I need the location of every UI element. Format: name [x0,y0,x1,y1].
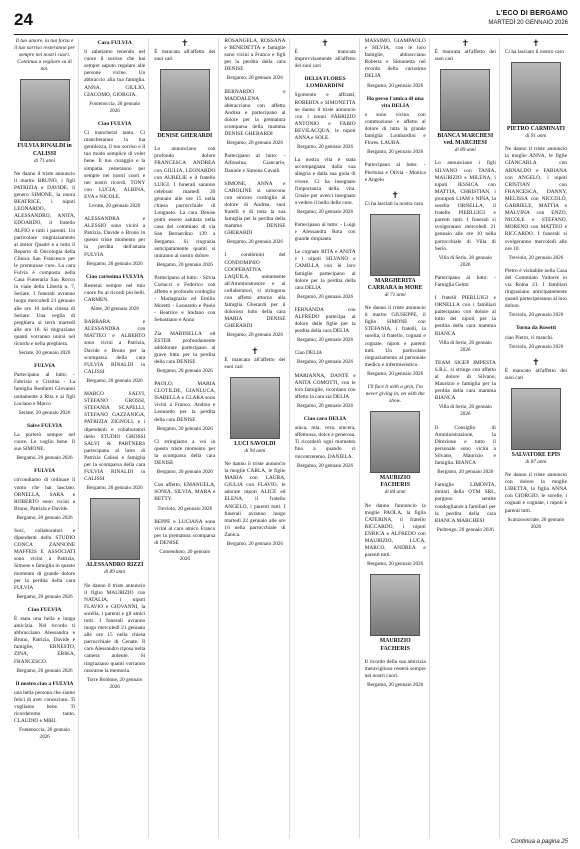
obituary-notice [154,331,215,376]
obituary-notice [295,373,356,410]
notice-signature: Bergamo, 20 gennaio 2026 [86,260,143,267]
notice-signature: Bergamo, 20 gennaio 2026 [297,337,354,344]
obituary-notice [14,607,75,675]
deceased-name: MARGHERITA CARRARA in MORE [367,277,423,291]
column-4 [224,38,289,838]
cross-icon: ✝ [251,345,259,356]
obituary-notice [84,121,145,210]
notice-signature: Bergamo, 20 gennaio 2026 [297,359,354,366]
obituary-notice [14,681,75,742]
cross-icon: ✝ [181,38,189,48]
portrait-photo [230,377,280,439]
portrait-photo [511,62,561,124]
portrait-photo [20,79,70,141]
obituary-portrait-block [505,62,567,140]
obituary-notice [295,157,356,216]
notice-text: ROSANGELA, ROSSANA e BENEDETTA e famiglie sono vicini a Franco e figli per la perdita della cara DENISE [224,38,286,73]
obituary-notice [295,307,356,344]
notice-signature: Bergamo, 20 gennaio 2026 [297,402,354,409]
memorial-quote: Il tuo amore, la tua forza e il tuo sorriso resteranno per sempre nei nostri cuori. Continua a vegliare su di noi. [14,38,76,73]
notice-text: La nostra vita è stata accompagnata dalla sua allegria e dalla sua gioia di vivere. Ci ha insegnato l'importanza della vita. Grazie per averci insegnato a vedere il bello delle cose. [294,157,356,206]
deceased-name: BIANCA MARCHESI ved. MARCHESI [437,133,494,147]
notice-text: il salutiamo tenendo nel cuore il sorriso che hai sempre saputo regalare alle persone vicine. Un abbraccio alla tua famiglia. ANNA, GIULIO, GIACOMO, GIORGIA. [84,49,146,98]
notice-title: Ciao cara DELIA [303,416,347,423]
notice-text: Ne danno il triste annuncio la moglie ANNA, le figlie GIANCARLA con ARNALDO e FABIANA con ANGELO, i nipoti CRISTIAN con FRANCESCA, DANNY, MELISSA con NICCOLÒ, GABRIELE, MATTIA e MALVINA con ENZO, NICOLE e STEFANO, MORENO con MATTEO e RICCARDO. I funerali si svolgeranno mercoledì alle ore 10. [504,146,567,252]
notice-signature: Bergamo, 20 gennaio 2026 [297,293,354,300]
column-2 [84,38,149,838]
notice-signature: Bergamo, 20 gennaio 2026 [16,593,73,600]
deceased-age: di 84 anni [384,489,406,496]
notice-text: Ci mancherai tanto. Ci mancheranno la tua gentilezza, il tuo sorriso e il tuo modo semplice di voler bene. Il tuo coraggio e la simpatia resteranno per sempre nei nostri cuori e nei nostri ricordi. TONY con LUCIA, ALBINA, EVA e NICOLE. [84,130,146,200]
notice-signature: Bergamo, 20 gennaio 2026 [297,208,354,215]
notice-signature: Seriate, 20 gennaio 2026 [18,409,71,416]
notice-signature: Comenduno, 20 gennaio 2026 [159,548,211,563]
notice-signature: Treviolo, 20 gennaio 2026 [508,254,564,261]
deceased-name: MAURIZIO FACHERIS [379,475,411,489]
obituary-notice [154,519,215,564]
cross-icon: ✝ [321,38,329,48]
notice-signature: Seriate, 20 gennaio 2026 [18,350,71,357]
notice-signature: Bergamo, 20 gennaio 2026 [226,540,283,547]
page-number: 24 [14,10,33,29]
notice-signature: Treviolo, 20 gennaio 2026 [508,312,564,319]
obituary-notice [84,216,145,268]
notice-title: Il nostro ciao a FULVIA [15,680,74,687]
notice-text: ALESSANDRA e ALESSIO sono vicini a Patrizia, Davide e Bruno in questo triste momento per la perdita dell'amata FULVIA [84,216,146,258]
notice-signature: Bergamo, 20 gennaio 2026 [367,149,424,156]
notice-text: È stata una bella e lunga amicizia. Nel ricordo ti abbracciano Alessandra e Bruno, Patrizia, Davide e famiglie, ERNESTO, ZINA, ERIKA, FRANCESCO. [14,616,76,665]
notice-text: BARBARA e ALESSANDRA con MATTEO e ALBERTO sono vicini a Patrizia, Davide e Bruno per la scomparsa della cara FULVIA RINALDI in CALISSI [84,319,146,375]
notice-signature: Bergamo, 20 gennaio 2026 [226,332,283,339]
obituary-notice [224,181,285,247]
deceased-name: ALESSANDRO RIZZI [85,562,144,569]
obituary-notice [505,472,567,531]
issue-date: MARTEDÌ 20 GENNAIO 2026 [488,20,568,26]
obituary-notice [84,583,145,691]
obituary-portrait-block [505,388,567,466]
notice-text: Ne danno il triste annuncio la moglie CARLA, le figlie MARIA con LAURA, GIULIA con FLAVIO, le adorate nipoti ALICE ed ELENA, il fratello ANGELO, i parenti tutti. I funerali avranno luogo martedì 22 gennaio alle ore 10 nella parrocchiale di Zanica. [224,460,286,538]
obituary-notice [154,275,215,325]
newspaper-name: L'ECO DI BERGAMO [496,10,568,17]
obituary-notice [435,482,496,534]
notice-text: È mancata improvvisamente all'affetto dei suoi cari [294,49,356,70]
notice-text: Ciao DELIA [294,350,323,357]
notice-text: Ne danno l'annuncio la moglie PAOLA, la figlia CATERINA, il fratello RICCARDO, i nipoti ENRICA e ALFREDO con MAURIZIO, LUCA, MARCO, ANDREA e parenti tutti. [364,502,426,559]
notice-text: Soci, collaboratori e dipendenti dello STUDIO CONCA ZANNONE MAFFEIS E ASSOCIATI sono vicini a Patrizia, Simone e famiglia in questo momento di grande dolore per la perdita della cara FULVIA [14,527,76,591]
portrait-photo [511,388,561,450]
notice-text: È mancata all'affetto dei suoi cari [434,49,496,63]
obituary-notice [505,357,567,382]
obituary-notice [435,275,496,289]
notice-text: Ne danno il triste annuncio il figlio MAURIZIO con NATALIA, i nipoti FLAVIO e GIOVANNI, la sorella, i parenti e gli amici tutti. I funerali avranno luogo mercoledì 21 gennaio alle ore 15 nella chiesa parrocchiale di Cenate. Il caro Alessandro riposa nella camera ardente. Si ringraziano quanti vorranno onorarne la memoria. [84,582,146,674]
notice-text: È mancato all'affetto dei suoi cari [504,367,567,381]
obituary-notice [154,482,215,512]
notice-signature: Bergamo, 20 gennaio 2026 [16,514,73,521]
notice-text: È mancata all'affetto dei suoi cari [224,356,286,370]
obituary-notice [84,40,145,115]
obituary-portrait-block [365,214,426,299]
notice-signature: Scanzorosciate, 20 gennaio 2026 [507,516,565,530]
obituary-notice [365,384,426,405]
notice-signature: Bergamo, 20 gennaio 2026 [367,561,424,568]
notice-text: La porterò sempre nel cuore. Le voglio bene. Il suo SIMONE. [14,431,76,453]
notice-text: Le cognate RITA e ANITA e i nipoti SILVANO e CAMILLA con le loro famiglie partecipano al dolore per la perdita della cara DELIA [294,249,356,291]
obituary-notice [365,162,426,183]
obituary-notice [435,38,496,63]
notice-text: MARIANNA, DANTE e ANITA COMOTTI, con le loro famiglie, ricordano con affetto la cara zia DELIA [294,372,356,400]
notice-text: PAOLO, MARIA CLOTILDE, GIANLUCA, ISABELLA e CLARA sono vicini a Franco, Andrea e Leonardo per la perdita della cara DENISE [154,381,216,423]
obituary-notice [435,160,496,268]
obituary-columns [14,38,570,838]
obituary-notice [154,38,215,63]
notice-signature: Bergamo, 20 gennaio 2026 [16,667,73,674]
notice-title: Ciao FULVIA [97,120,132,127]
obituary-notice [84,319,145,385]
obituary-notice [365,96,426,157]
notice-signature: Bergamo, 20 gennaio 2026 [226,75,283,82]
notice-text: SIMONE, ANNA e CAROLINE si uniscono con sincero cordoglio al dolore di Andrea, suoi fratelli e di tutta la sua famiglia per la perdita della mamma DENISE GHERARDI [224,180,286,237]
cross-icon: ✝ [532,356,540,367]
notice-text: Il Consiglio di Amministrazione, la Direzione e tutto il personale sono vicini a Silvano, Maurizio e famiglia. BIANCA [434,424,496,467]
notice-text: Ci stringiamo a voi in questo triste momento per la scomparsa della cara DENISE [154,438,216,467]
deceased-name: SALVATORE EPIS [511,451,561,458]
notice-text: È mancata all'affetto dei suoi cari [154,49,216,63]
deceased-name: MAURIZIO FACHERIS [379,638,411,652]
obituary-portrait-block [154,69,215,140]
obituary-notice [365,503,426,569]
column-6 [365,38,430,838]
notice-text: MARCO SALVI, STEFANO GROSSI, STEFANIA SCAPELLI, STEFANO GAZZANIGA, PATRIZIA ZIGNOLI, e i dipendenti e collaboratori dello STUDIO GROSSI SALVI & PARTNERS partecipano al lutto di Patrizia Calissi e famiglia per la scomparsa della cara FULVIA RINALDI in CALISSI [84,391,146,483]
obituary-notice [295,249,356,301]
obituary-notice [505,38,567,56]
cross-icon: ✝ [532,38,540,48]
obituary-notice [435,295,496,354]
obituary-notice [505,325,567,350]
notice-text: Con affetto, EMANUELA, SONIA, SILVIA, MARA e BETTY. [154,482,216,503]
deceased-age: di 87 anni [525,459,547,465]
notice-text: BEPPE e LUCIANA sono vicini al caro amico Franco per la prematura scomparsa di DENISE [154,518,216,546]
notice-text: Ne danno il triste annuncio il marito BRUNO, i figli PATRIZIA e DAVIDE, il genero SIMONE, la nuora BEATRICE, i nipoti LEONARDO, ALESSANDRO, ANITA, EDOARDO, il fratello ALFIO e tutti i parenti. Un particolare ringraziamento al dottor Quadri e a tutto il Reparto di Oncologia della Clinica San Francesco per le premurose cure. La cara Fulvia è composta nella Casa Funeraria San Rocco in viale della Libertà n. 7, Seriate. I funerali avranno luogo mercoledì 21 gennaio alle ore 10 nella chiesa di Seriate. Una veglia di preghiera si terrà martedì alle ore 18. Si ringraziano quanti vorranno unirsi nel ricordo e nella preghiera. [14,170,76,347]
deceased-name: LUCI SAVOLDI [234,440,276,447]
notice-signature: Bergamo, 20 gennaio 2026 [437,469,494,476]
notice-title: DELIA FLORES LOMBARDINI [304,76,346,90]
obituary-notice [365,305,426,378]
obituary-notice [435,425,496,477]
portrait-photo [370,214,420,276]
notice-text: unica, mia, vera, sincera, affettuosa, dolce e generosa. Ti ricorderò ogni momento fino a quando ci rincontreremo. DANIELA. [294,425,356,460]
notice-text: ciao Pietro, ci manchi. [504,334,554,341]
notice-text: Sgomento e affranti, ROBERTA e SIMONETTA ne danno il triste annuncio con i nonni FABRIZIO ANTONIO e FABIO BEVILACQUA, le nipoti ANNA e SOLE. [294,92,356,142]
notice-text: MASSIMO, GIAMPAOLO e SILVIA, con le loro famiglie, abbracciano Roberta e Simonetta nel ricordo della carissima DELIA [364,38,426,80]
obituary-notice [154,146,215,269]
notice-text: Ne danno il triste annuncio il marito GIUSEPPE, il figlio SIMONE con STEFANIA, i fratelli, la sorella, il fratello, cognati e cognate, nipoti e parenti tutti. Un particolare ringraziamento al personale medico e infermieristico. [364,305,426,368]
notice-signature: Pedrengo, 20 gennaio 2026 [436,526,494,533]
notice-title: Ciao FULVIA [27,606,62,613]
portrait-photo [440,69,490,131]
notice-text: BERNARDO e MADDALENA abbracciano con affetto Andrea e partecipano al dolore per la prematura scomparsa della mamma DENISE GHERARDI [224,88,286,138]
notice-text: Il ricordo della sua amicizia meravigliosa resterà sempre nei nostri cuori. [364,658,426,679]
memorial-quote: I'll face it with a grin, I'm never giving in, on with the show. [365,384,425,405]
column-1 [14,38,79,838]
obituary-notice [365,659,426,689]
obituary-notice [295,222,356,243]
notice-title: Ho perso l'amica di una vita DELIA [366,95,424,109]
notice-title: FULVIA [34,468,56,475]
obituary-notice [14,423,75,462]
notice-signature: Bergamo, 20 gennaio 2026 [16,455,73,462]
obituary-notice [505,146,567,262]
obituary-notice [154,381,215,433]
notice-text: Pietro è visitabile nella Casa del Commiato Valtorre in via Roma 21. I familiari ringraziano anticipatamente quanti parteciperanno al loro dolore. [504,267,567,310]
notice-text: Resterai sempre nel mio cuore fin ai ricordi più belli. CARMEN. [84,282,146,303]
cross-icon: ✝ [391,189,399,200]
obituary-notice [224,346,285,371]
notice-signature: Villa di Serio, 20 gennaio 2026 [438,404,492,418]
obituary-notice [435,360,496,419]
obituary-notice [365,38,426,90]
obituary-portrait-block [84,498,145,576]
obituary-notice [295,416,356,470]
notice-text: Partecipano al lutto: - Pierluisa e Olivia - Monica e Angelo [364,162,426,183]
obituary-notice [505,268,567,320]
column-5 [295,38,360,838]
notice-text: una bella persona che siamo felici di aver conosciuto. Ti vogliamo bene. Ti ricorderemo tanto. CLAUDIO e MIRI. [14,689,76,725]
notice-title: Salve FULVIA [27,422,63,429]
notice-text: Ci ha lasciati la nostra cara [364,200,423,207]
notice-signature: Bergamo, 20 gennaio 2026 [226,140,283,147]
obituary-notice [14,363,75,417]
notice-signature: Bergamo, 20 gennaio 2026 [86,377,143,384]
column-3 [154,38,219,838]
obituary-notice [14,38,75,73]
obituary-notice [224,38,285,83]
page-header [14,8,568,35]
notice-text: Famiglie LIMONTA, titolari della OTM SRL, porgono sentite condoglianze a familiari per la perdita della cara BIANCA MARCHESI [434,482,496,524]
portrait-photo [90,498,140,560]
obituary-notice [14,528,75,601]
obituary-notice [154,439,215,476]
notice-signature: Bergamo, 20 gennaio 2026 [156,425,213,432]
obituary-notice [224,89,285,148]
notice-signature: Bergamo, 20 gennaio 2026 [297,462,354,469]
notice-text: Partecipano al lutto: - Fabrizio e Cristina - La famiglia Bonfanti Giovanni unitamente a Rita e ai figli Luciano e Marco [14,372,76,407]
notice-signature: Alme, 20 gennaio 2026 [90,306,140,313]
cross-icon: ✝ [461,38,470,48]
deceased-age: di 91 anni [525,133,547,140]
notice-signature: Bergamo, 20 gennaio 2026 [156,469,213,476]
notice-signature: Levate, 20 gennaio 2026 [89,202,141,209]
notice-text: I fratelli PIERLUIGI e ORNELLA con i familiari partecipano con dolore al lutto dei nipoti per la perdita della cara mamma BIANCA [434,295,496,337]
notice-text: Lo annunciano con profondo dolore FRANCESCA ANDREA con GIULIA, LEONARDO con AURELIE e il fratello LUIGI. I funerali saranno celebrati martedì 20 gennaio alle ore 15 nella chiesa parrocchiale di Longuelo. La cara Denise potrà essere salutata nella casa del commiato di via San Bernardino 139 a Bergamo. Si ringrazia anticipatamente quanti si uniranno al nostro dolore. [154,146,216,259]
deceased-age: di 94 anni [244,447,266,454]
deceased-age: di 89 anni [104,569,126,576]
notice-signature: Treviolo, 20 gennaio 2026 [508,343,564,350]
notice-text: circondiamo di ordinare il vuoto che hai lasciato. ORNELLA, SARA e ROBERTO sono vicini a Bruno, Patrizia e Davide. [14,477,76,512]
notice-title: Torna da Rosetti [515,325,556,332]
obituary-portrait-block [365,574,426,652]
column-8 [505,38,570,838]
obituary-portrait-block [365,411,426,496]
obituary-notice [14,468,75,522]
notice-signature: Fontenoccia, 20 gennaio 2026 [89,100,141,114]
notice-text: Partecipano al lutto: - Luigi e Alessandra Rota con grande rimpianto [294,221,356,243]
obituary-notice [295,38,356,70]
obituary-notice [365,190,426,208]
notice-text: TEAM SIGEP IMPESTA S.R.L. si stringe con affetto al dolore di Silvano, Maurizio e famiglia per la perdita della cara mamma BIANCA [434,359,496,402]
notice-signature: Fontenoccia, 20 gennaio 2026 [19,727,70,741]
notice-signature: Bergamo, 20 gennaio 2026 [367,370,424,377]
notice-text: Partecipano al lutto: - Alfonsina, Giancarlo, Daniele e Simona Cavalli [224,153,286,174]
notice-signature: Bergamo, 20 gennaio 2026 [367,681,424,688]
notice-text: Lo annunciano i figli SILVANO con TANIA, MAURIZIO e MILENA, i nipoti JESSICA con MATTIA, CHRISTIAN, i pronipoti LIAM e NINA, la sorella ORNELLA, il fratello PIERLUIGI e parenti tutti. I funerali si svolgeranno mercoledì 21 gennaio alle ore 10 nella parrocchiale di Villa di Serio. [434,160,496,252]
continued-note: Continua a pagina 25 [510,839,568,845]
notice-text: Partecipano al lutto: - Silvia Cortacci e Federico con affetto e profondo cordoglio - Mariagrazia ed Emilio Moretti - Leonardo e Paolo - Beatrice e Stefano con Sebastiano e Anna [154,274,216,324]
notice-title: FULVIA [34,363,56,370]
notice-signature: Bergamo, 20 gennaio 2026 [297,144,354,151]
deceased-age: di 71 anni [34,157,56,164]
obituary-notice [295,350,356,366]
deceased-name: DENISE GHERARDI [157,133,213,140]
notice-signature: Treviolo, 20 gennaio 2026 [157,505,213,512]
notice-signature: Bergamo, 20 gennaio 2026 [367,82,424,89]
obituary-notice [84,274,145,313]
obituary-notice [224,153,285,174]
portrait-photo [370,574,420,636]
notice-signature: Bergamo, 20 gennaio 2026 [156,368,213,374]
notice-signature: Villa di Serio, 20 gennaio 2026 [438,254,492,268]
notice-signature: Villa di Serio, 20 gennaio 2026 [438,339,492,353]
deceased-age: di 71 anni [384,291,406,298]
notice-text: FERNANDA con ALFREDO partecipa al dolore delle figlie per la perdita della cara DELIA [294,306,356,335]
obituary-portrait-block [224,377,285,455]
notice-text: Partecipano al lutto: - Famiglia Gelmi [434,274,496,288]
obituary-notice [224,252,285,339]
notice-text: Ci ha lasciato il nostro caro [504,49,565,55]
notice-signature: Bergamo, 20 gennaio 2026 [226,239,283,246]
obituary-notice [295,76,356,151]
notice-signature: Torre Boldone, 20 gennaio 2026 [86,676,143,690]
deceased-name: PIETRO CARMINATI [506,126,565,133]
notice-title: Cara FULVIA [97,40,132,46]
deceased-age: di 89 anni [454,147,476,154]
obituary-notice [224,461,285,548]
notice-text: e sono vicina con commozione e affetto al dolore di tutta la grande famiglia Lombardini e Flores. LAURA. [364,111,426,147]
notice-title: Ciao carissima FULVIA [85,273,144,280]
obituary-notice [84,391,145,492]
notice-text: Ne danno il triste annuncio con dolore la moglie LIBETTA, la figlia ANNA con GIORGIO, le sorelle, i cognati e cognate, i nipoti e parenti tutti. [504,472,567,514]
portrait-photo [160,69,210,131]
column-7 [435,38,500,838]
notice-text: I condòmini del CONDOMINIO COOPERATIVA LAQUILA, unitamente all'Amministratore e ai collaboratori, si stringono con affetto attorno alla famiglia Gherardi per il doloroso lutto della cara MARIA DENISE GHERARDI [224,252,286,330]
obituary-notice [14,171,75,357]
notice-signature: Bergamo, 20 gennaio 2026 [156,261,213,268]
notice-text: Zia MARINELLA ed ESTER profondamente addolorate partecipano al grave lutto per la perdita della cara DENISE [154,330,216,365]
notice-signature: Bergamo, 20 gennaio 2026 [86,485,143,492]
obituary-portrait-block [14,79,75,164]
obituary-portrait-block [435,69,496,154]
portrait-photo [370,411,420,473]
deceased-name: FULVIA RINALDI in CALISSI [17,143,72,157]
